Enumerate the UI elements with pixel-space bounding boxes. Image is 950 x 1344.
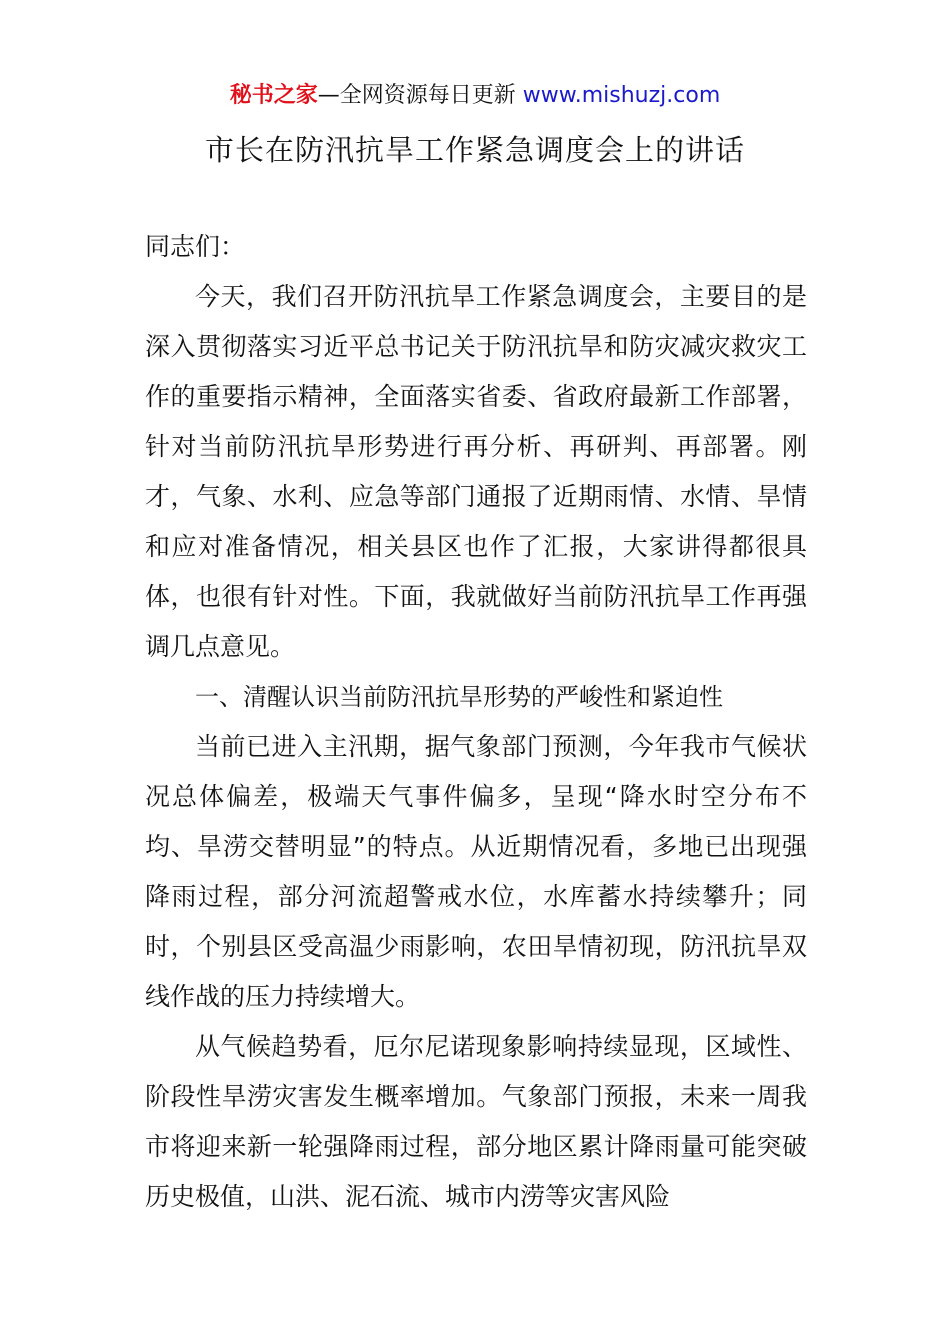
document-body [145, 222, 807, 1222]
document-title: 市长在防汛抗旱工作紧急调度会上的讲话 [204, 133, 745, 167]
salutation: 同志们： [145, 232, 246, 261]
paragraph-situation: 当前已进入主汛期，据气象部门预测，今年我市气候状况总体偏差，极端天气事件偏多，呈现“降水时空分布不均、旱涝交替明显”的特点。从近期情况看，多地已出现强降雨过程，部分河流超警戒水位，水库蓄水持续攀升；同时，个别县区受高温少雨影响，农田旱情初现，防汛抗旱双线作战的压力持续增大。 [145, 732, 807, 1011]
site-tagline: —全网资源每日更新 [317, 83, 516, 108]
site-header [0, 80, 950, 112]
site-brand: 秘书之家 [229, 83, 318, 108]
site-url-link[interactable]: www.mishuzj.com [522, 83, 721, 108]
paragraph-climate-trend: 从气候趋势看，厄尔尼诺现象影响持续显现，区域性、阶段性旱涝灾害发生概率增加。气象部门预报，未来一周我市将迎来新一轮强降雨过程，部分地区累计降雨量可能突破历史极值，山洪、泥石流、城市内涝等灾害风险 [145, 1032, 807, 1211]
paragraph-intro: 今天，我们召开防汛抗旱工作紧急调度会，主要目的是深入贯彻落实习近平总书记关于防汛抗旱和防灾减灾救灾工作的重要指示精神，全面落实省委、省政府最新工作部署，针对当前防汛抗旱形势进行再分析、再研判、再部署。刚才，气象、水利、应急等部门通报了近期雨情、水情、旱情和应对准备情况，相关县区也作了汇报，大家讲得都很具体，也很有针对性。下面，我就做好当前防汛抗旱工作再强调几点意见。 [145, 282, 807, 661]
section-heading-1: 一、清醒认识当前防汛抗旱形势的严峻性和紧迫性 [195, 683, 723, 711]
